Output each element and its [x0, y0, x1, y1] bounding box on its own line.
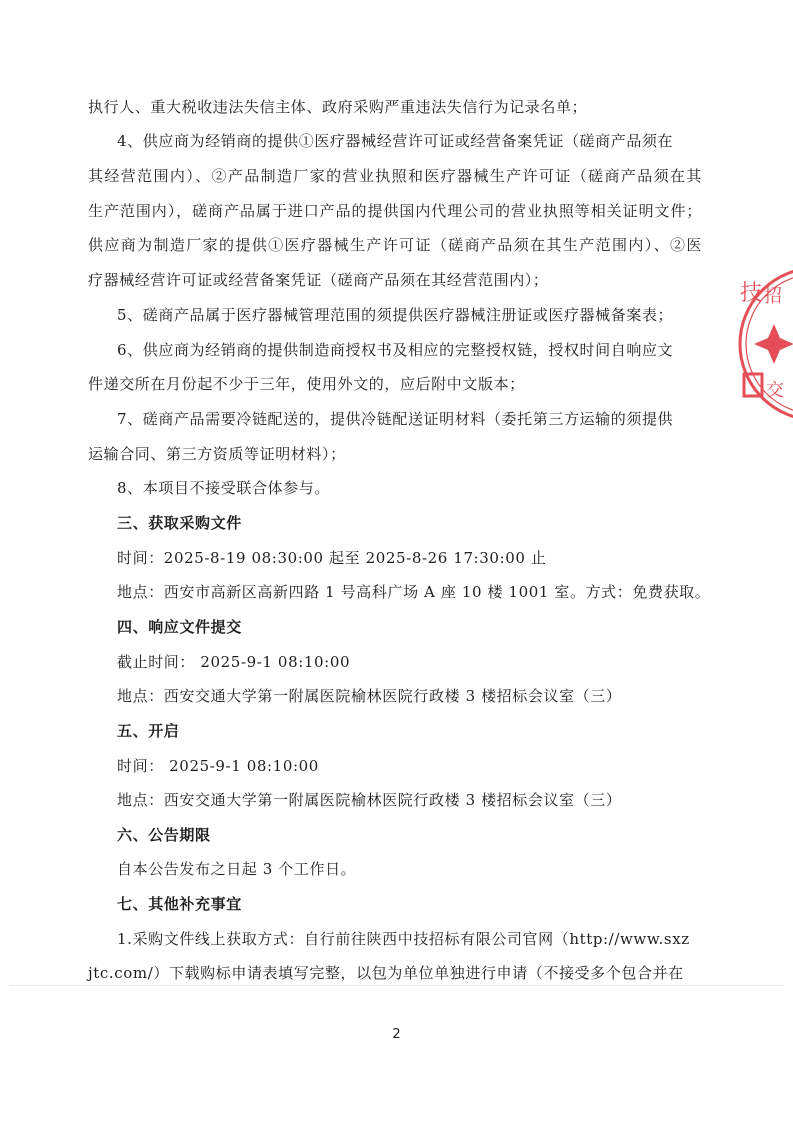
section-heading: 五、开启: [117, 722, 180, 740]
text-line: 自本公告发布之日起 3 个工作日。: [117, 860, 357, 878]
text-line: 5、磋商产品属于医疗器械管理范围的须提供医疗器械注册证或医疗器械备案表；: [117, 306, 674, 324]
text-line: 运输合同、第三方资质等证明材料）；: [88, 445, 346, 463]
section-heading: 四、响应文件提交: [117, 618, 242, 636]
text-line: 生产范围内），磋商产品属于进口产品的提供国内代理公司的营业执照等相关证明文件；: [88, 202, 702, 220]
text-line: 4、供应商为经销商的提供①医疗器械经营许可证或经营备案凭证（磋商产品须在: [117, 132, 674, 150]
svg-text:交: 交: [766, 380, 784, 401]
text-line: 7、磋商产品需要冷链配送的，提供冷链配送证明材料（委托第三方运输的须提供: [117, 410, 674, 428]
svg-text:招: 招: [764, 286, 782, 307]
text-line: 件递交所在月份起不少于三年，使用外文的，应后附中文版本；: [88, 375, 525, 393]
text-line: 地点：西安交通大学第一附属医院榆林医院行政楼 3 楼招标会议室（三）: [117, 791, 622, 809]
text-line: 疗器械经营许可证或经营备案凭证（磋商产品须在其经营范围内）；: [88, 271, 549, 289]
text-line: 执行人、重大税收违法失信主体、政府采购严重违法失信行为记录名单；: [88, 98, 588, 116]
section-heading: 三、获取采购文件: [117, 514, 242, 532]
svg-text:技: 技: [740, 281, 763, 306]
text-line: 其经营范围内）、②产品制造厂家的营业执照和医疗器械生产许可证（磋商产品须在其: [88, 167, 702, 185]
text-line: 截止时间： 2025-9-1 08:10:00: [117, 653, 351, 671]
text-line: 地点：西安交通大学第一附属医院榆林医院行政楼 3 楼招标会议室（三）: [117, 687, 622, 705]
company-seal-stamp: [736, 264, 793, 424]
text-line: 时间：2025-8-19 08:30:00 起至 2025-8-26 17:30:00 止: [117, 549, 547, 567]
text-line: 供应商为制造厂家的提供①医疗器械生产许可证（磋商产品须在其生产范围内）、②医: [88, 236, 702, 254]
text-line: jtc.com/）下载购标申请表填写完整，以包为单位单独进行申请（不接受多个包合并在: [88, 964, 684, 982]
text-line: 时间： 2025-9-1 08:10:00: [117, 757, 319, 775]
seal-fragment-icon: [736, 264, 793, 424]
page-number: 2: [392, 1027, 401, 1042]
text-line: 8、本项目不接受联合体参与。: [117, 479, 330, 497]
scan-edge-line: [10, 985, 783, 986]
text-line: 1.采购文件线上获取方式：自行前往陕西中技招标有限公司官网（http://www.sxz: [117, 930, 690, 948]
text-line: 6、供应商为经销商的提供制造商授权书及相应的完整授权链，授权时间自响应文: [117, 341, 674, 359]
text-line: 地点：西安市高新区高新四路 1 号高科广场 A 座 10 楼 1001 室。方式：免费获取。: [117, 583, 711, 601]
section-heading: 七、其他补充事宜: [117, 895, 242, 913]
section-heading: 六、公告期限: [117, 826, 211, 844]
